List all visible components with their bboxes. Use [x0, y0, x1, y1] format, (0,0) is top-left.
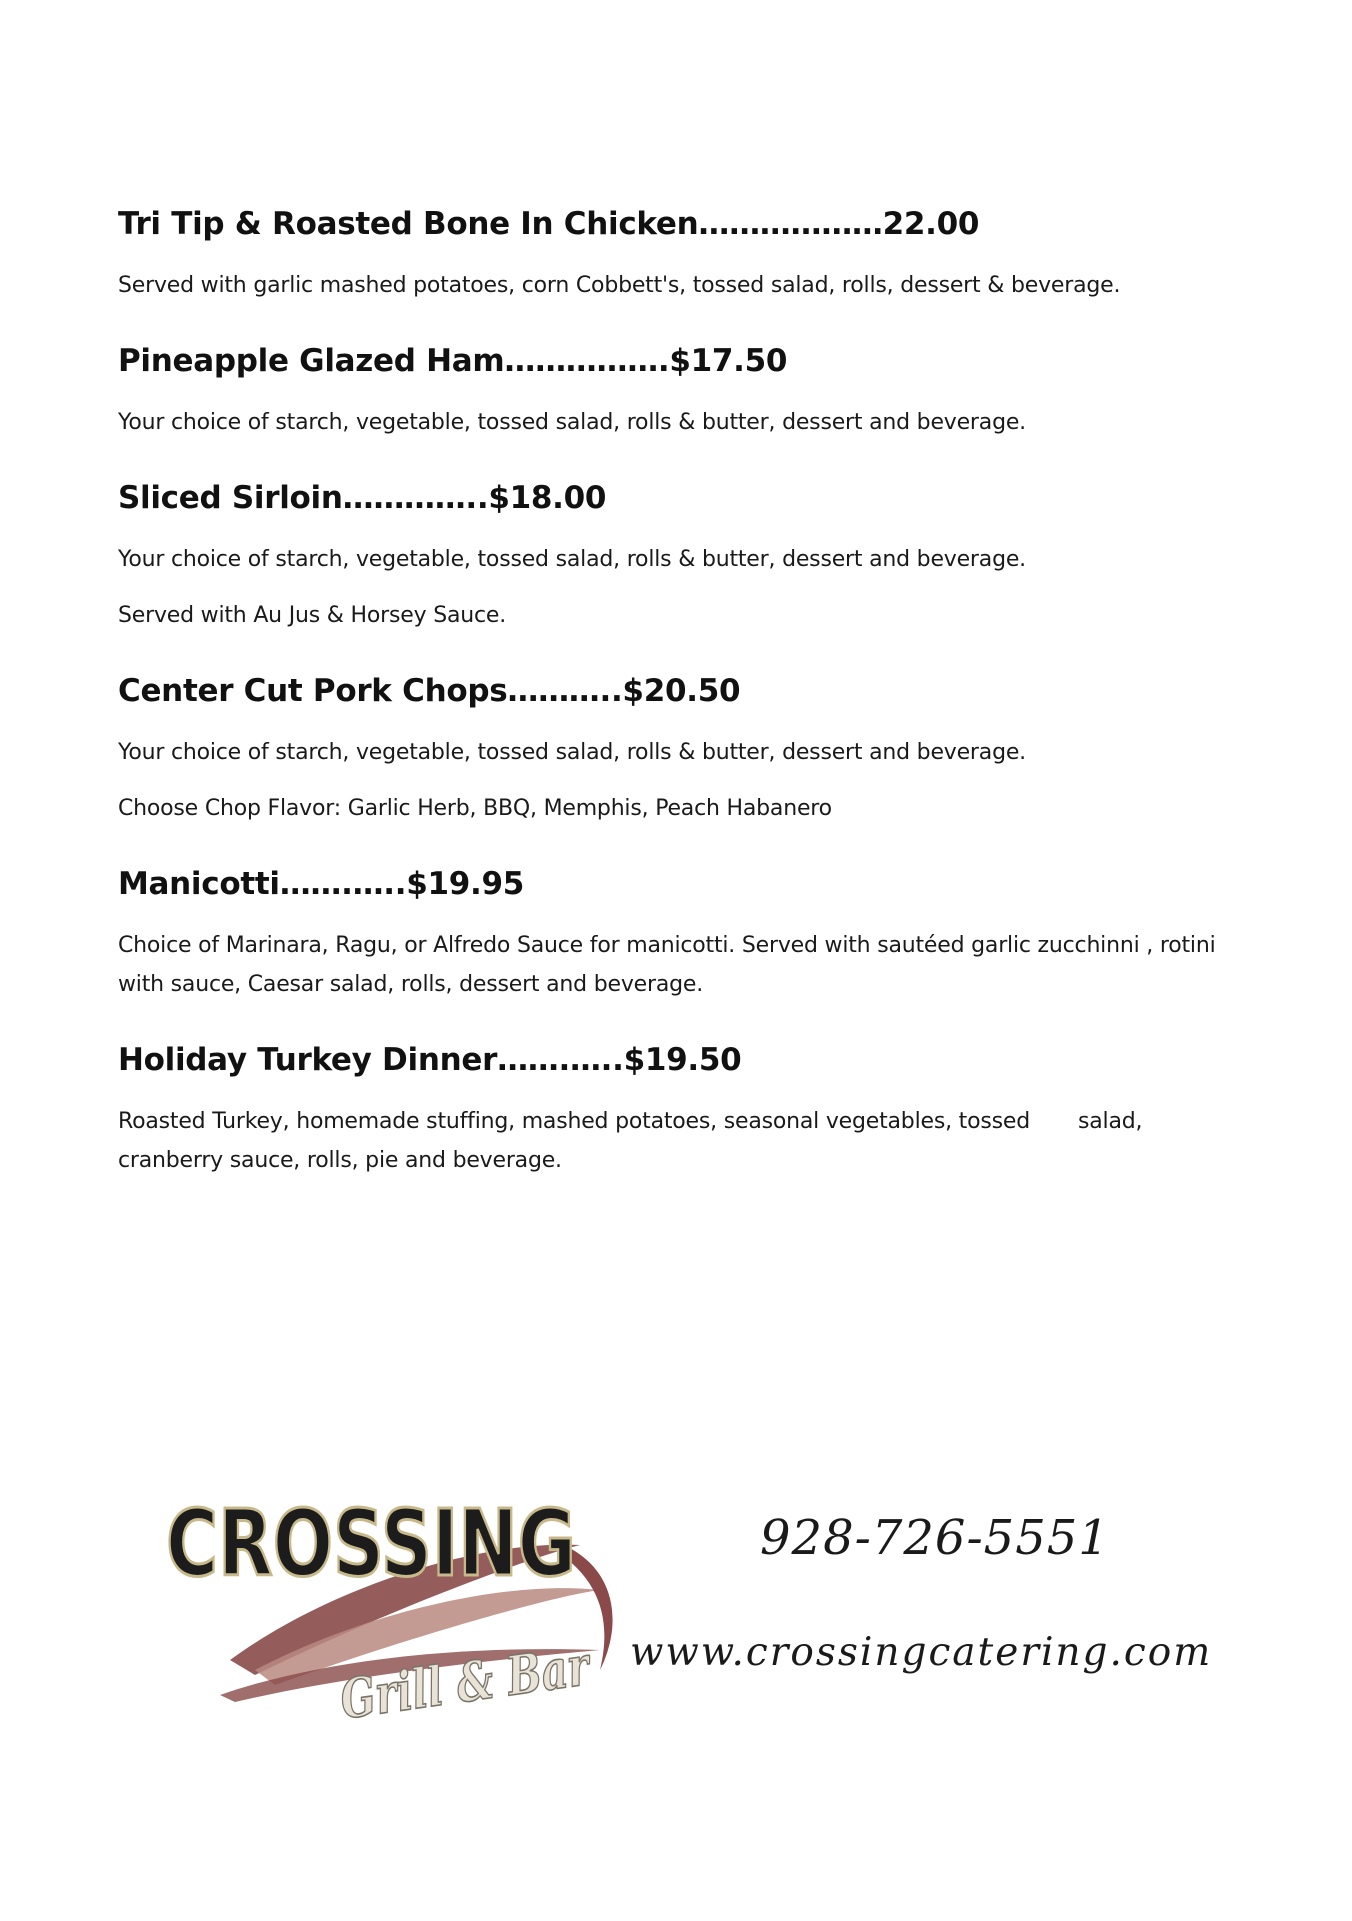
menu-list	[118, 204, 1228, 1180]
menu-item	[118, 864, 1228, 1004]
menu-item	[118, 478, 1228, 635]
menu-item-description-part: Roasted Turkey, homemade stuffing, mashed potatoes, seasonal vegetables, tossed	[118, 1109, 1030, 1134]
menu-item-title: Sliced Sirloin…………..$18.00	[118, 480, 607, 516]
menu-item-description	[118, 1102, 1228, 1180]
menu-item-description: Your choice of starch, vegetable, tossed salad, rolls & butter, dessert and beverage.	[118, 410, 1026, 435]
footer	[160, 1470, 1213, 1770]
menu-item	[118, 341, 1228, 442]
logo-word: CROSSING	[166, 1490, 576, 1597]
phone-number: 928-726-5551	[760, 1510, 1110, 1566]
menu-item-description: Served with garlic mashed potatoes, corn Cobbett's, tossed salad, rolls, dessert & beverage.	[118, 273, 1121, 298]
menu-item	[118, 204, 1228, 305]
menu-item-title: Center Cut Pork Chops………..$20.50	[118, 673, 741, 709]
menu-item-note: Choose Chop Flavor: Garlic Herb, BBQ, Memphis, Peach Habanero	[118, 796, 832, 821]
menu-item-description: Choice of Marinara, Ragu, or Alfredo Sauce for manicotti. Served with sautéed garlic zucchinni , rotini with sauce, Caesar salad, rolls, dessert and beverage.	[118, 933, 1216, 997]
logo-tagline: Grill & Bar	[336, 1621, 674, 1732]
menu-item-title: Tri Tip & Roasted Bone In Chicken………………22.00	[118, 206, 980, 242]
menu-item-description: Your choice of starch, vegetable, tossed salad, rolls & butter, dessert and beverage.	[118, 547, 1026, 572]
crossing-logo	[160, 1470, 674, 1760]
menu-item-description: Your choice of starch, vegetable, tossed salad, rolls & butter, dessert and beverage.	[118, 740, 1026, 765]
menu-item-description-part: salad, cranberry sauce, rolls, pie and beverage.	[118, 1109, 1143, 1173]
menu-item-title: Pineapple Glazed Ham…………….$17.50	[118, 343, 788, 379]
menu-item-title: Holiday Turkey Dinner…….…..$19.50	[118, 1042, 742, 1078]
menu-item-title: Manicotti…….…..$19.95	[118, 866, 525, 902]
website-link[interactable]: www.crossingcatering.com	[630, 1630, 1213, 1675]
menu-item	[118, 671, 1228, 828]
menu-item-note: Served with Au Jus & Horsey Sauce.	[118, 603, 507, 628]
menu-item	[118, 1040, 1228, 1180]
